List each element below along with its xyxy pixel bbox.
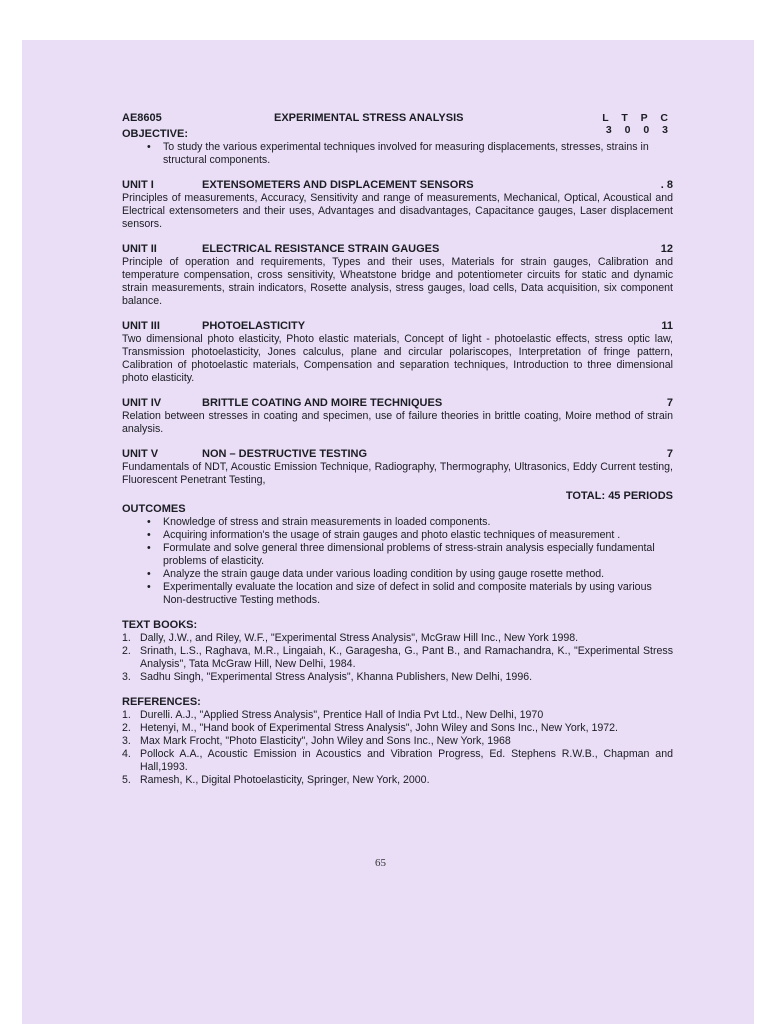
unit-number: UNIT I bbox=[122, 179, 154, 191]
unit-2-text: Principle of operation and requirements, Types and their uses, Materials for strain gauges, Calibration and temperature compensation, cross sensitivity, Wheatstone bridge and potentiometer circuits for static and dynamic strain measurements, strain indicators, Rosette analysis, stress gauges, load cells, Data acquisition, six component balance. bbox=[122, 256, 673, 307]
unit-hours: 11 bbox=[661, 320, 673, 332]
textbook-item: 2. Srinath, L.S., Raghava, M.R., Lingaiah, K., Garagesha, G., Pant B., and Ramachandra, K., "Experimental Stress Analysis", Tata McGraw Hill, New Delhi, 1984. bbox=[122, 645, 673, 670]
outcome-item: • Experimentally evaluate the location and size of defect in solid and composite materials by using various Non-destructive Testing methods. bbox=[147, 581, 673, 607]
unit-title: ELECTRICAL RESISTANCE STRAIN GAUGES bbox=[202, 243, 440, 255]
unit-5-text: Fundamentals of NDT, Acoustic Emission Technique, Radiography, Thermography, Ultrasonics, Eddy Current testing, Fluorescent Penetrant Testing, bbox=[122, 461, 673, 486]
reference-item: 2. Hetenyi, M., "Hand book of Experimental Stress Analysis", John Wiley and Sons Inc., New York, 1972. bbox=[122, 722, 619, 734]
unit-1-text: Principles of measurements, Accuracy, Sensitivity and range of measurements, Mechanical, Optical, Acoustical and Electrical extensometers and their uses, Advantages and disadvantages, Capacitance gauges, Laser displacement sensors. bbox=[122, 192, 673, 230]
syllabus-content bbox=[122, 110, 673, 787]
unit-1-heading bbox=[122, 179, 673, 192]
total-periods: TOTAL: 45 PERIODS bbox=[565, 490, 673, 502]
unit-4-heading bbox=[122, 397, 673, 410]
unit-title: BRITTLE COATING AND MOIRE TECHNIQUES bbox=[202, 397, 443, 409]
outcome-item: • Analyze the strain gauge data under various loading condition by using gauge rosette method. bbox=[147, 568, 673, 581]
course-code: AE8605 bbox=[122, 112, 162, 124]
unit-number: UNIT V bbox=[122, 448, 159, 460]
ltpc-block bbox=[602, 112, 673, 136]
reference-item: 4. Pollock A.A., Acoustic Emission in Acoustics and Vibration Progress, Ed. Stephens R.W.B., Chapman and Hall,1993. bbox=[122, 748, 673, 773]
textbook-item: 1. Dally, J.W., and Riley, W.F., "Experimental Stress Analysis", McGraw Hill Inc., New York 1998. bbox=[122, 632, 579, 644]
unit-title: PHOTOELASTICITY bbox=[202, 320, 306, 332]
scanned-page bbox=[22, 40, 754, 1024]
objective-item: • To study the various experimental techniques involved for measuring displacements, stresses, strains in structural components. bbox=[147, 141, 673, 167]
reference-item: 5. Ramesh, K., Digital Photoelasticity, Springer, New York, 2000. bbox=[122, 774, 430, 786]
unit-number: UNIT II bbox=[122, 243, 157, 255]
unit-title: EXTENSOMETERS AND DISPLACEMENT SENSORS bbox=[202, 179, 474, 191]
outcome-item: • Acquiring information's the usage of strain gauges and photo elastic techniques of measurement . bbox=[147, 529, 673, 542]
references-heading: REFERENCES: bbox=[122, 696, 201, 708]
unit-hours: 12 bbox=[660, 243, 673, 255]
unit-2-heading bbox=[122, 243, 673, 256]
textbooks-list bbox=[122, 632, 673, 684]
unit-4-text: Relation between stresses in coating and specimen, use of failure theories in brittle coating, Moire method of strain analysis. bbox=[122, 410, 673, 435]
unit-hours: 7 bbox=[666, 448, 673, 460]
outcomes-list bbox=[122, 516, 673, 607]
unit-number: UNIT IV bbox=[122, 397, 162, 409]
objective-heading: OBJECTIVE: bbox=[122, 128, 189, 140]
references-list bbox=[122, 709, 673, 787]
unit-5-heading bbox=[122, 448, 673, 461]
textbooks-heading: TEXT BOOKS: bbox=[122, 619, 198, 631]
outcome-item: • Knowledge of stress and strain measurements in loaded components. bbox=[147, 516, 673, 529]
outcome-item: • Formulate and solve general three dimensional problems of stress-strain analysis especially fundamental problems of elasticity. bbox=[147, 542, 673, 568]
ltpc-values: 3 0 0 3 bbox=[605, 124, 673, 136]
unit-title: NON – DESTRUCTIVE TESTING bbox=[202, 448, 368, 460]
unit-3-text: Two dimensional photo elasticity, Photo elastic materials, Concept of light - photoelastic effects, stress optic law, Transmission photoelasticity, Jones calculus, plane and circular polariscopes, Interpretation of fringe pattern, Calibration of photoelastic materials, Compensation and separation techniques, Introduction to three dimensional photo elasticity. bbox=[122, 333, 673, 384]
unit-hours: . 8 bbox=[660, 179, 673, 191]
page-number: 65 bbox=[375, 857, 386, 869]
course-title: EXPERIMENTAL STRESS ANALYSIS bbox=[274, 112, 464, 124]
unit-3-heading bbox=[122, 320, 673, 333]
reference-item: 1. Durelli. A.J., "Applied Stress Analysis", Prentice Hall of India Pvt Ltd., New Delhi, 1970 bbox=[122, 709, 544, 721]
textbook-item: 3. Sadhu Singh, "Experimental Stress Analysis", Khanna Publishers, New Delhi, 1996. bbox=[122, 671, 533, 683]
ltpc-letters: L T P C bbox=[602, 112, 673, 124]
unit-hours: 7 bbox=[666, 397, 673, 409]
reference-item: 3. Max Mark Frocht, "Photo Elasticity", John Wiley and Sons Inc., New York, 1968 bbox=[122, 735, 511, 747]
objective-list bbox=[122, 141, 673, 167]
unit-number: UNIT III bbox=[122, 320, 160, 332]
outcomes-heading: OUTCOMES bbox=[122, 503, 186, 515]
